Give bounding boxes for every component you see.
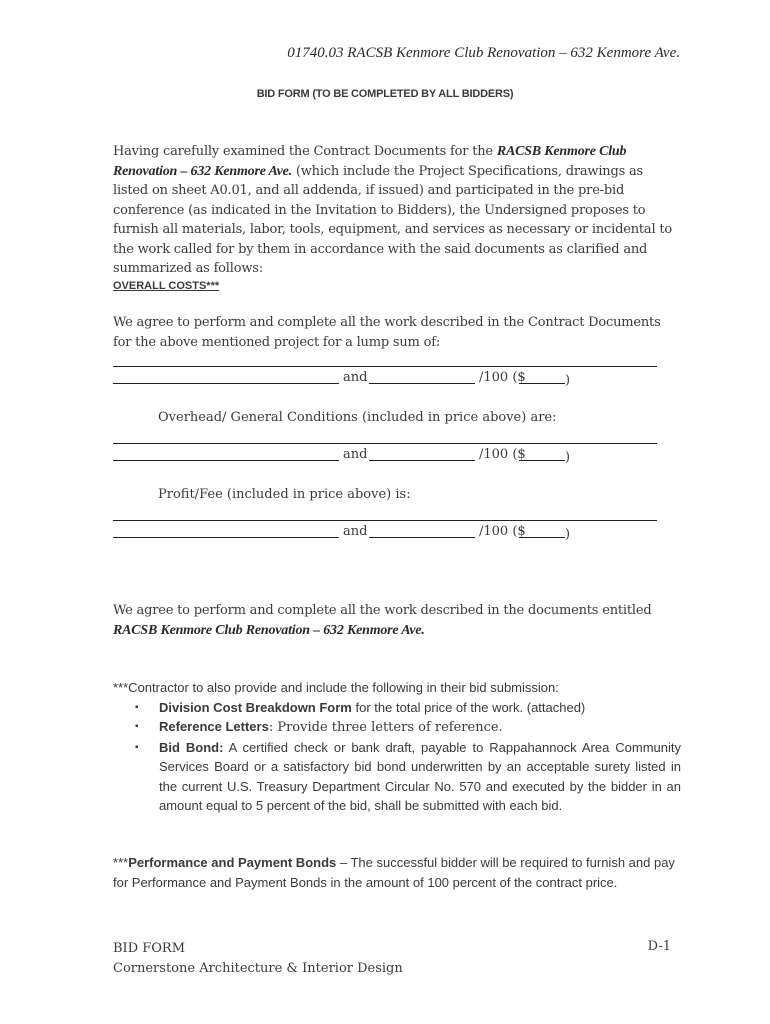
close-paren: ) bbox=[565, 373, 571, 388]
performance-text: – The successful bidder will be required to furnish and pay for Performance and Payment Bonds in the amount of 100 percent of the contract price. bbox=[113, 855, 675, 890]
performance-title: Performance and Payment Bonds bbox=[128, 855, 337, 870]
project-reference: 01740.03 RACSB Kenmore Club Renovation – 632 Kenmore Ave. bbox=[287, 45, 680, 61]
bullet-mark: ▪ bbox=[135, 741, 139, 753]
close-paren: ) bbox=[565, 527, 571, 542]
requirements-intro: ***Contractor to also provide and include the following in their bid submission: bbox=[113, 680, 559, 695]
list-item bbox=[113, 738, 681, 816]
overhead-amount-row bbox=[113, 447, 583, 467]
documents-statement bbox=[113, 601, 681, 640]
and-label: and bbox=[343, 447, 368, 462]
lump-sum-words-field[interactable] bbox=[113, 370, 339, 384]
overhead-figure-field[interactable] bbox=[519, 447, 565, 461]
requirement-title: Division Cost Breakdown Form bbox=[159, 699, 352, 715]
intro-lead: Having carefully examined the Contract Documents for the bbox=[113, 144, 497, 159]
close-paren: ) bbox=[565, 450, 571, 465]
bullet-mark: ▪ bbox=[135, 721, 139, 732]
overhead-words-field[interactable] bbox=[113, 447, 339, 461]
profit-figure-field[interactable] bbox=[519, 524, 565, 538]
profit-words-field[interactable] bbox=[113, 524, 339, 538]
form-title: BID FORM (TO BE COMPLETED BY ALL BIDDERS) bbox=[256, 88, 514, 100]
list-item bbox=[113, 698, 681, 718]
requirement-title: Bid Bond: bbox=[159, 739, 224, 755]
bid-submission-requirements bbox=[113, 678, 681, 816]
intro-rest: (which include the Project Specifications, drawings as listed on sheet A0.01, and all addenda, if issued) and participated in the pre-bid conference (as indicated in the Invitation to Bidders), the Undersigned proposes to furnish all materials, labor, tools, equipment, and services as necessary or incidental to the work called for by them in accordance with the said documents as clarified and summarized as follows: bbox=[113, 163, 673, 276]
intro-paragraph bbox=[113, 142, 681, 279]
profit-cents-field[interactable] bbox=[369, 524, 475, 538]
requirement-text: A certified check or bank draft, payable to Rappahannock Area Community Services Board or a satisfactory bid bond underwritten by an acceptable surety listed in the current U.S. Treasury Department Circular No. 570 and executed by the bidder in an amount equal to 5 percent of the bid, shall be submitted with each bid. bbox=[159, 739, 682, 813]
footer-form-name: BID FORM bbox=[113, 941, 186, 956]
hundred-label: /100 ($ bbox=[479, 524, 526, 539]
documents-lead: We agree to perform and complete all the work described in the documents entitled bbox=[113, 603, 652, 618]
overhead-cents-field[interactable] bbox=[369, 447, 475, 461]
and-label: and bbox=[343, 524, 368, 539]
requirement-title: Reference Letters bbox=[159, 719, 269, 734]
profit-amount-row bbox=[113, 524, 583, 544]
overhead-label: Overhead/ General Conditions (included in price above) are: bbox=[158, 410, 557, 425]
overhead-words-line[interactable] bbox=[113, 443, 657, 444]
performance-bonds-note bbox=[113, 853, 681, 892]
lump-sum-amount-row bbox=[113, 370, 583, 390]
requirement-text: for the total price of the work. (attached) bbox=[351, 699, 586, 715]
requirement-text: : Provide three letters of reference. bbox=[268, 720, 503, 735]
lump-sum-words-line[interactable] bbox=[113, 366, 657, 367]
footer-firm: Cornerstone Architecture & Interior Design bbox=[113, 961, 403, 976]
bullet-mark: ▪ bbox=[135, 701, 139, 713]
lump-sum-figure-field[interactable] bbox=[519, 370, 565, 384]
hundred-label: /100 ($ bbox=[479, 447, 526, 462]
profit-words-line[interactable] bbox=[113, 520, 657, 521]
footer bbox=[113, 939, 403, 979]
page-number: D-1 bbox=[647, 939, 671, 954]
profit-label: Profit/Fee (included in price above) is: bbox=[158, 487, 411, 502]
performance-prefix: *** bbox=[113, 855, 129, 870]
overall-costs-heading: OVERALL COSTS*** bbox=[113, 280, 220, 292]
documents-project-name: RACSB Kenmore Club Renovation – 632 Kenmore Ave. bbox=[113, 622, 425, 638]
and-label: and bbox=[343, 370, 368, 385]
lump-sum-statement: We agree to perform and complete all the work described in the Contract Documents for the above mentioned project for a lump sum of: bbox=[113, 315, 661, 350]
list-item bbox=[113, 717, 681, 738]
hundred-label: /100 ($ bbox=[479, 370, 526, 385]
lump-sum-cents-field[interactable] bbox=[369, 370, 475, 384]
intro-project-name: RACSB Kenmore Club Renovation – 632 Kenmore Ave. bbox=[113, 144, 627, 179]
